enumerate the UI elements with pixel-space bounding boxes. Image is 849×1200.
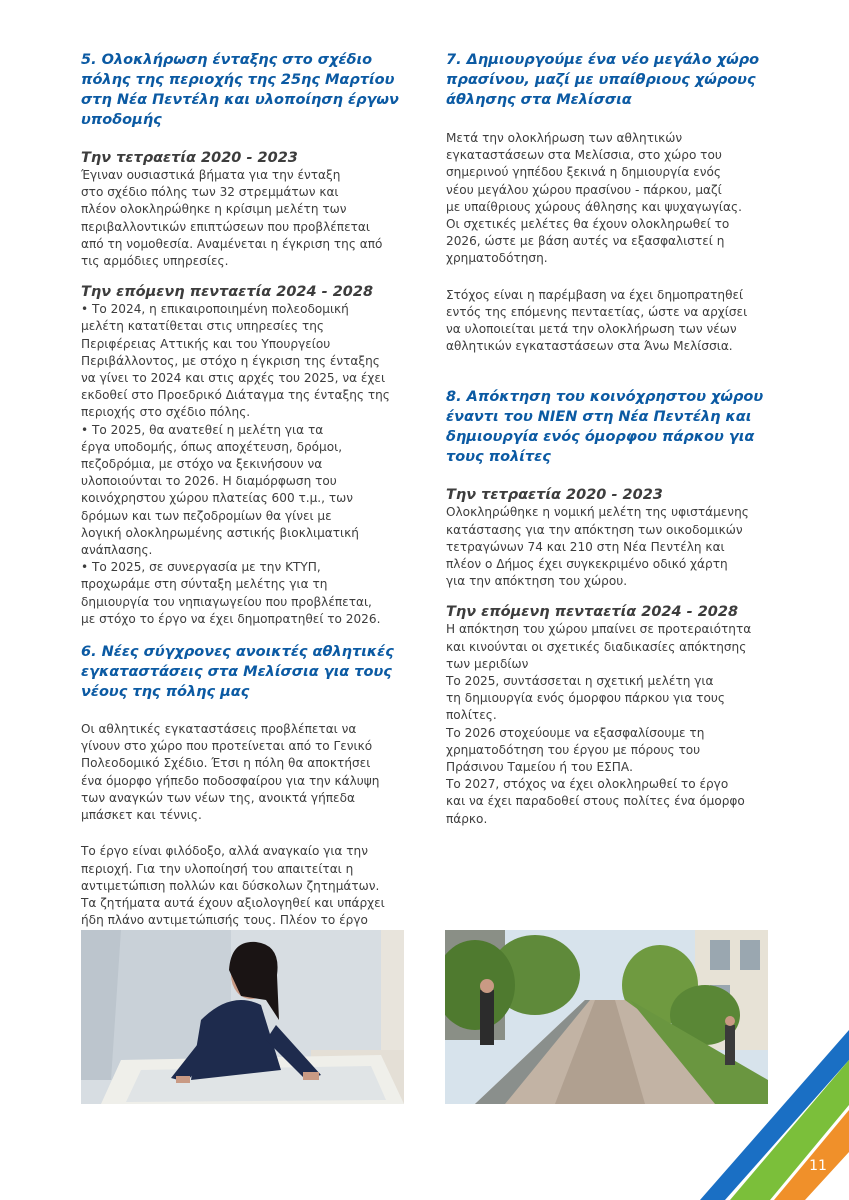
section-7-paragraph-1: Μετά την ολοκλήρωση των αθλητικών εγκαταστάσεων στα Μελίσσια, στο χώρο του σημερινού γηπέδου ξεκινά η δημιουργία ενός νέου μεγάλου χώρου πρασίνου - πάρκου, μαζί με υπαίθριους χώρους άθλησης και ψυχαγωγίας. Οι σχετικές μελέτες θα έχουν ολοκληρωθεί το 2026, ώστε με βάση αυτές να εξασφαλιστεί η χρηματοδότηση. bbox=[446, 131, 742, 266]
section-5-title: 5. Ολοκλήρωση ένταξης στο σχέδιο πόλης της περιοχής της 25ης Μαρτίου στη Νέα Πεντέλη και υλοποίηση έργων υποδομής bbox=[81, 52, 399, 128]
section-6-paragraph-1: Οι αθλητικές εγκαταστάσεις προβλέπεται να γίνουν στο χώρο που προτείνεται από το Γενικό Πολεοδομικό Σχέδιο. Έτσι η πόλη θα αποκτήσει ένα όμορφο γήπεδο ποδοσφαίρου για την κάλυψη των αναγκών των νέων της, ανοικτά γήπεδα μπάσκετ και τέννις. bbox=[81, 722, 380, 823]
section-8-paragraph-2: Η απόκτηση του χώρου μπαίνει σε προτεραιότητα και κινούνται οι σχετικές διαδικασίες απόκτησης των μεριδίων Το 2025, συντάσσεται η σχετική μελέτη για τη δημιουργία ενός όμορφου πάρκου για τους πολίτες. Το 2026 στοχεύουμε να εξασφαλίσουμε τη χρηματοδότηση του έργου με πόρους του Πράσινου Ταμείου ή του ΕΣΠΑ. Το 2027, στόχος να έχει ολοκληρωθεί το έργο και να έχει παραδοθεί στους πολίτες ένα όμορφο πάρκο. bbox=[446, 622, 752, 826]
section-7-paragraph-2: Στόχος είναι η παρέμβαση να έχει δημοπρατηθεί εντός της επόμενης πενταετίας, ώστε να αρχίσει να υλοποιείται μετά την ολοκλήρωση των νέων αθλητικών εγκαταστάσεων στα Άνω Μελίσσια. bbox=[446, 287, 748, 354]
section-8-subheading-2024: Την επόμενη πενταετία 2024 - 2028 bbox=[446, 604, 739, 621]
stripe-green bbox=[730, 1060, 849, 1200]
section-8-subheading-2020: Την τετραετία 2020 - 2023 bbox=[446, 487, 663, 504]
section-7-title: 7. Δημιουργούμε ένα νέο μεγάλο χώρο πρασίνου, μαζί με υπαίθριους χώρους άθλησης στα Μελίσσια bbox=[446, 52, 760, 108]
right-column bbox=[446, 50, 776, 828]
section-5-paragraph-2: • Το 2024, η επικαιροποιημένη πολεοδομική μελέτη κατατίθεται στις υπηρεσίες της Περιφέρειας Αττικής και του Υπουργείου Περιβάλλοντος, με στόχο η έγκριση της ένταξης να γίνει το 2024 και στις αρχές του 2025, να έχει εκδοθεί στο Προεδρικό Διάταγμα της ένταξης της περιοχής στο σχέδιο πόλης. • Το 2025, θα ανατεθεί η μελέτη για τα έργα υποδομής, όπως αποχέτευση, δρόμοι, πεζοδρόμια, με στόχο να ξεκινήσουν να υλοποιούνται το 2026. Η διαμόρφωση του κοινόχρηστου χώρου πλατείας 600 τ.μ., των δρόμων και των πεζοδρομίων θα γίνει με λογική ολοκληρωμένης αστικής βιοκλιματική ανάπλασης. • Το 2025, σε συνεργασία με την ΚΤΥΠ, προχωράμε στη σύνταξη μελέτης για τη δημιουργία του νηπιαγωγείου που προβλέπεται, με στόχο το έργο να έχει δημοπρατηθεί το 2026. bbox=[81, 302, 390, 626]
left-column bbox=[81, 50, 411, 964]
section-5-subheading-2020: Την τετραετία 2020 - 2023 bbox=[81, 150, 298, 166]
page-number: 11 bbox=[809, 1158, 827, 1174]
section-5-subheading-2024: Την επόμενη πενταετία 2024 - 2028 bbox=[81, 284, 374, 301]
section-6-paragraph-2: Το έργο είναι φιλόδοξο, αλλά αναγκαίο για την περιοχή. Για την υλοποίησή του απαιτείται η αντιμετώπιση πολλών και δύσκολων ζητημάτων. Τα ζητήματα αυτά έχουν αξιολογηθεί και υπάρχει ήδη πλάνο αντιμετώπισής τους. Πλέον το έργο bbox=[81, 844, 385, 928]
photo-woman-illustration bbox=[81, 930, 404, 1104]
section-8-paragraph-1: Ολοκληρώθηκε η νομική μελέτη της υφιστάμενης κατάστασης για την απόκτηση των οικοδομικών τετραγώνων 74 και 210 στη Νέα Πεντέλη και πλέον ο Δήμος έχει συγκεκριμένο οδικό χάρτη για την απόκτηση του χώρου. bbox=[446, 505, 749, 589]
photo-woman-reviewing-plans bbox=[81, 930, 404, 1104]
section-6-title: 6. Νέες σύγχρονες ανοικτές αθλητικές εγκαταστάσεις στα Μελίσσια για τους νέους της πόλης μας bbox=[81, 644, 394, 701]
section-5-paragraph-1: Έγιναν ουσιαστικά βήματα για την ένταξη στο σχέδιο πόλης των 32 στρεμμάτων και πλέον ολοκληρώθηκε η κρίσιμη μελέτη των περιβαλλοντικών επιπτώσεων που προβλέπεται από τη νομοθεσία. Αναμένεται η έγκριση της από τις αρμόδιες υπηρεσίες. bbox=[81, 168, 383, 269]
section-8-title: 8. Απόκτηση του κοινόχρηστου χώρου έναντι του ΝΙΕΝ στη Νέα Πεντέλη και δημιουργία ενός όμορφου πάρκου για τους πολίτες bbox=[446, 389, 764, 466]
